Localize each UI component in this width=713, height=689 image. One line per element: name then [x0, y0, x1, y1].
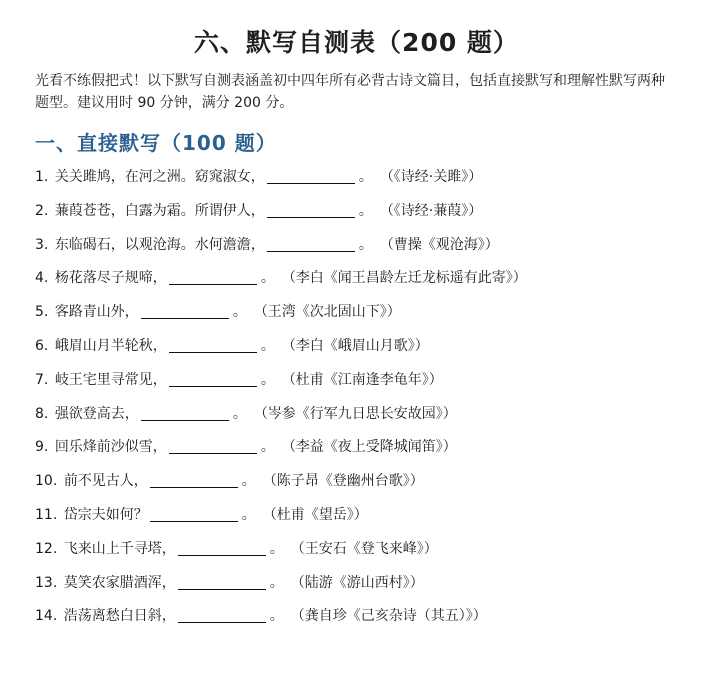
- question-number: 7.: [35, 371, 49, 388]
- answer-blank: [169, 437, 257, 454]
- question-number: 14.: [35, 608, 58, 625]
- question-end-punct: 。: [232, 304, 247, 321]
- question-prompt: 峨眉山月半轮秋，: [54, 337, 167, 354]
- question-prompt: 莫笑农家腊酒浑，: [63, 574, 176, 591]
- question-item: [35, 367, 695, 401]
- question-number: 4.: [35, 270, 49, 287]
- question-item: [35, 502, 695, 536]
- question-prompt: 蒹葭苍苍，白露为霜。所谓伊人，: [54, 202, 265, 219]
- question-source: （《诗经·关雎》）: [386, 169, 483, 185]
- question-item: [35, 198, 695, 232]
- question-end-punct: 。: [260, 337, 275, 354]
- section-heading: 一、直接默写（100 题）: [35, 131, 277, 155]
- question-item: [35, 299, 695, 333]
- question-source: （《诗经·蒹葭》）: [386, 202, 483, 219]
- question-end-punct: 。: [260, 439, 275, 456]
- question-number: 10.: [35, 473, 58, 490]
- question-end-punct: 。: [260, 270, 275, 287]
- question-item: [35, 401, 695, 435]
- page-title: 六、默写自测表（200 题）: [194, 28, 519, 57]
- question-item: [35, 603, 695, 637]
- question-end-punct: 。: [269, 608, 284, 625]
- question-end-punct: 。: [269, 540, 284, 557]
- question-item: [35, 232, 695, 266]
- question-end-punct: 。: [260, 371, 275, 388]
- question-prompt: 飞来山上千寻塔，: [63, 540, 176, 557]
- question-prompt: 岱宗夫如何？: [63, 506, 148, 523]
- answer-blank: [178, 606, 266, 623]
- question-number: 12.: [35, 540, 58, 557]
- answer-blank: [178, 573, 266, 590]
- question-prompt: 关关雎鸠，在河之洲。窈窕淑女，: [54, 169, 265, 185]
- question-prompt: 回乐烽前沙似雪，: [54, 439, 167, 456]
- question-source: （李白《闻王昌龄左迁龙标遥有此寄》）: [288, 270, 527, 287]
- answer-blank: [150, 471, 238, 488]
- question-prompt: 杨花落尽子规啼，: [54, 270, 167, 287]
- answer-blank: [141, 302, 229, 319]
- question-source: （杜甫《江南逢李龟年》）: [288, 371, 443, 388]
- question-source: （曹操《观沧海》）: [386, 236, 499, 253]
- question-source: （龚自珍《己亥杂诗（其五）》）: [297, 608, 487, 625]
- question-number: 6.: [35, 337, 49, 354]
- question-number: 11.: [35, 506, 58, 523]
- intro-paragraph: 光看不练假把式！以下默写自测表涵盖初中四年所有必背古诗文篇目，包括直接默写和理解性默写两种题型。建议用时 90 分钟，满分 200 分。: [35, 73, 665, 111]
- question-source: （王湾《次北固山下》）: [260, 304, 401, 321]
- answer-blank: [178, 539, 266, 556]
- question-source: （杜甫《望岳》）: [269, 506, 368, 523]
- question-item: [35, 265, 695, 299]
- question-prompt: 浩荡离愁白日斜，: [63, 608, 176, 625]
- question-source: （陈子昂《登幽州台歌》）: [269, 473, 424, 490]
- question-source: （李白《峨眉山月歌》）: [288, 337, 429, 354]
- answer-blank: [169, 268, 257, 285]
- question-number: 1.: [35, 169, 49, 185]
- answer-blank: [267, 201, 355, 218]
- question-source: （岑参《行军九日思长安故园》）: [260, 405, 457, 422]
- answer-blank: [169, 336, 257, 353]
- question-prompt: 前不见古人，: [63, 473, 148, 490]
- question-source: （陆游《游山西村》）: [297, 574, 424, 591]
- question-end-punct: 。: [241, 473, 256, 490]
- answer-blank: [150, 505, 238, 522]
- question-item: [35, 434, 695, 468]
- question-end-punct: 。: [232, 405, 247, 422]
- question-item: [35, 164, 695, 198]
- question-number: 8.: [35, 405, 49, 422]
- answer-blank: [169, 370, 257, 387]
- question-source: （李益《夜上受降城闻笛》）: [288, 439, 457, 456]
- question-item: [35, 468, 695, 502]
- question-source: （王安石《登飞来峰》）: [297, 540, 438, 557]
- question-prompt: 东临碣石，以观沧海。水何澹澹，: [54, 236, 265, 253]
- question-end-punct: 。: [358, 169, 373, 185]
- question-number: 9.: [35, 439, 49, 456]
- question-end-punct: 。: [358, 202, 373, 219]
- answer-blank: [267, 167, 355, 184]
- question-end-punct: 。: [269, 574, 284, 591]
- question-end-punct: 。: [358, 236, 373, 253]
- question-prompt: 客路青山外，: [54, 304, 139, 321]
- question-prompt: 强欲登高去，: [54, 405, 139, 422]
- question-item: [35, 570, 695, 604]
- question-end-punct: 。: [241, 506, 256, 523]
- question-number: 2.: [35, 202, 49, 219]
- question-number: 5.: [35, 304, 49, 321]
- question-item: [35, 536, 695, 570]
- question-item: [35, 333, 695, 367]
- question-list: [35, 164, 695, 637]
- answer-blank: [141, 404, 229, 421]
- question-prompt: 岐王宅里寻常见，: [54, 371, 167, 388]
- question-number: 13.: [35, 574, 58, 591]
- question-number: 3.: [35, 236, 49, 253]
- answer-blank: [267, 235, 355, 252]
